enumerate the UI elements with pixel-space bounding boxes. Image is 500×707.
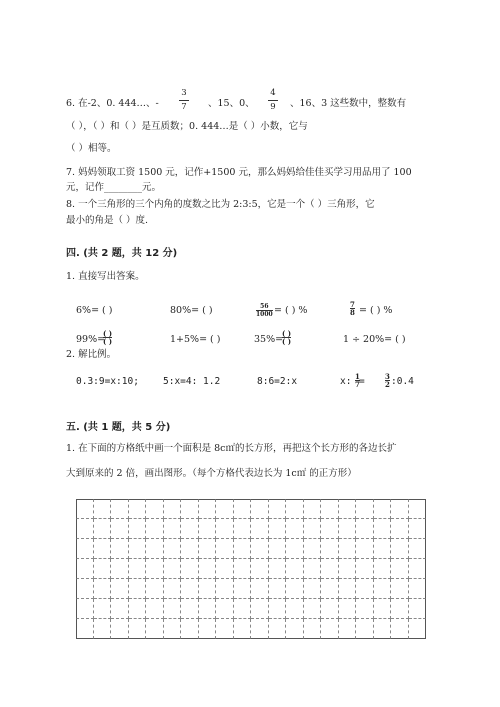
grid-cell <box>304 499 322 519</box>
q7-line1: 7. 妈妈领取工资 1500 元，记作+1500 元，那么妈妈给佳佳买学习用品用了 100 <box>66 167 412 178</box>
grid-cell <box>234 539 252 559</box>
grid-cell <box>76 499 94 519</box>
grid-cell <box>181 519 199 539</box>
grid-cell <box>391 499 409 519</box>
grid-cell <box>304 559 322 579</box>
grid-cell <box>216 499 234 519</box>
grid-cell <box>234 519 252 539</box>
grid-cell <box>111 579 129 599</box>
grid-cell <box>269 559 287 579</box>
grid-cell <box>111 619 129 639</box>
grid-cell <box>321 519 339 539</box>
grid-cell <box>94 539 112 559</box>
section-5-title: 五. (共 1 题，共 5 分) <box>66 422 171 433</box>
grid-cell <box>251 519 269 539</box>
grid-cell <box>356 619 374 639</box>
calc-item: 35%= <box>254 334 284 345</box>
proportion-item: 0.3:9=x:10; <box>76 376 139 387</box>
calc-item: = ( ) % <box>359 305 393 316</box>
grid-cell <box>129 579 147 599</box>
grid-cell <box>234 559 252 579</box>
grid-cell <box>304 599 322 619</box>
grid-cell <box>409 499 427 519</box>
grid-cell <box>286 559 304 579</box>
grid-cell <box>286 619 304 639</box>
grid-cell <box>164 619 182 639</box>
grid-cell <box>216 539 234 559</box>
grid-cell <box>181 539 199 559</box>
grid-cell <box>409 619 427 639</box>
grid-cell <box>409 559 427 579</box>
grid-cell <box>76 599 94 619</box>
sec4-q2-prompt: 2. 解比例。 <box>66 349 117 360</box>
calc-item: = ( ) % <box>274 305 308 316</box>
grid-cell <box>374 619 392 639</box>
grid-cell <box>111 559 129 579</box>
fraction-numerator: 3 <box>385 372 390 381</box>
grid-cell <box>251 559 269 579</box>
q6-line3: （ ）相等。 <box>66 143 117 154</box>
calc-fraction <box>282 330 291 345</box>
grid-cell <box>304 539 322 559</box>
grid-cell <box>129 599 147 619</box>
grid-cell <box>374 559 392 579</box>
grid-cell <box>111 499 129 519</box>
q6-line2: （ ），（ ）和（ ）是互质数；0. 444…是（ ）小数，它与 <box>66 121 308 132</box>
grid-cell <box>374 519 392 539</box>
grid-cell <box>269 599 287 619</box>
grid-cell <box>269 539 287 559</box>
grid-cell <box>391 539 409 559</box>
grid-cell <box>94 519 112 539</box>
grid-cell <box>304 619 322 639</box>
grid-cell <box>286 519 304 539</box>
grid-cell <box>94 579 112 599</box>
grid-cell <box>111 539 129 559</box>
grid-cell <box>304 579 322 599</box>
proportion-item-prefix: x: <box>340 376 352 387</box>
grid-cell <box>146 539 164 559</box>
grid-cell <box>409 599 427 619</box>
grid-cell <box>129 559 147 579</box>
q6-line1-c: 、16、3 这些数中，整数有 <box>290 98 407 109</box>
q6-fraction-three-sevenths <box>179 88 189 113</box>
grid-cell <box>409 539 427 559</box>
grid-cell <box>251 499 269 519</box>
grid-cell <box>199 619 217 639</box>
grid-cell <box>391 519 409 539</box>
fraction-bar <box>268 100 278 101</box>
grid-cell <box>339 519 357 539</box>
fraction-denominator: 8 <box>350 308 355 317</box>
calc-item: 6%= ( ) <box>76 305 113 316</box>
grid-cell <box>391 579 409 599</box>
grid-cell <box>286 539 304 559</box>
grid-cell <box>164 559 182 579</box>
q8-line1: 8. 一个三角形的三个内角的度数之比为 2:3:5，它是一个（ ）三角形，它 <box>66 199 375 210</box>
grid-cell <box>94 599 112 619</box>
grid-cell <box>321 619 339 639</box>
q6-line1-a: 6. 在-2、0. 444…、- <box>66 98 159 109</box>
grid-cell <box>199 499 217 519</box>
fraction-denominator: 7 <box>355 380 360 389</box>
grid-cell <box>251 599 269 619</box>
grid-cell <box>269 619 287 639</box>
grid-cell <box>129 619 147 639</box>
grid-cell <box>146 599 164 619</box>
fraction-numerator: ( ) <box>282 329 292 338</box>
grid-cell <box>339 499 357 519</box>
fraction-denominator: 9 <box>270 102 276 112</box>
fraction-numerator: 56 <box>260 303 269 310</box>
grid-cell <box>111 519 129 539</box>
proportion-item: 5:x=4: 1.2 <box>163 376 221 387</box>
grid-cell <box>321 559 339 579</box>
grid-cell <box>374 599 392 619</box>
fraction-bar <box>179 100 189 101</box>
grid-cell <box>216 579 234 599</box>
calc-item: 1+5%= ( ) <box>170 334 221 345</box>
grid-cell <box>216 619 234 639</box>
grid-cell <box>356 539 374 559</box>
fraction-denominator: ( ) <box>103 337 113 346</box>
grid-cell <box>199 579 217 599</box>
grid-cell <box>234 619 252 639</box>
grid-cell <box>146 579 164 599</box>
grid-cell <box>391 559 409 579</box>
grid-cell <box>321 499 339 519</box>
calc-item: 99%= <box>76 334 106 345</box>
grid-cell <box>181 499 199 519</box>
grid-cell <box>251 579 269 599</box>
grid-cell <box>216 599 234 619</box>
grid-cell <box>304 519 322 539</box>
square-grid-paper <box>76 499 426 639</box>
sec4-q1-prompt: 1. 直接写出答案。 <box>66 271 145 282</box>
grid-cell <box>391 619 409 639</box>
grid-cell <box>181 619 199 639</box>
grid-cell <box>356 519 374 539</box>
fraction-numerator: 1 <box>355 372 360 381</box>
fraction-denominator: 2 <box>385 380 390 389</box>
grid-cell <box>339 539 357 559</box>
grid-cell <box>94 619 112 639</box>
grid-cell <box>374 579 392 599</box>
grid-cell <box>146 559 164 579</box>
grid-cell <box>216 559 234 579</box>
grid-cell <box>94 559 112 579</box>
grid-cell <box>391 599 409 619</box>
grid-cell <box>234 579 252 599</box>
q7-line2: 元，记作________元。 <box>66 182 162 193</box>
grid-cell <box>111 599 129 619</box>
grid-cell <box>409 519 427 539</box>
grid-cell <box>76 579 94 599</box>
grid-cell <box>164 519 182 539</box>
fraction-numerator: 4 <box>270 88 276 98</box>
grid-cell <box>76 519 94 539</box>
grid-cell <box>76 619 94 639</box>
grid-cell <box>339 579 357 599</box>
q6-line1-b: 、15、0、 <box>208 98 255 109</box>
grid-cell <box>356 559 374 579</box>
grid-cell <box>129 499 147 519</box>
calc-item: 1 ÷ 20%= ( ) <box>343 334 406 345</box>
grid-cell <box>129 519 147 539</box>
grid-cell <box>146 499 164 519</box>
grid-cell <box>321 579 339 599</box>
grid-cell <box>339 559 357 579</box>
calc-fraction <box>103 330 112 345</box>
calc-item: 80%= ( ) <box>170 305 213 316</box>
grid-cell <box>374 499 392 519</box>
grid-cell <box>286 579 304 599</box>
grid-cell <box>269 499 287 519</box>
grid-cell <box>199 559 217 579</box>
grid-cell <box>286 499 304 519</box>
grid-cell <box>269 579 287 599</box>
grid-cell <box>286 599 304 619</box>
grid-cell <box>181 559 199 579</box>
grid-cell <box>164 599 182 619</box>
grid-cell <box>356 499 374 519</box>
calc-fraction <box>256 303 273 318</box>
grid-cell <box>199 539 217 559</box>
fraction-numerator: ( ) <box>103 329 113 338</box>
grid-cell <box>199 519 217 539</box>
proportion-item-suffix: :0.4 <box>391 376 414 387</box>
grid-cell <box>181 599 199 619</box>
grid-cell <box>164 499 182 519</box>
grid-cell <box>164 539 182 559</box>
grid-cell <box>339 599 357 619</box>
section-4-title: 四. (共 2 题，共 12 分) <box>66 248 178 259</box>
grid-cell <box>409 579 427 599</box>
grid-cell <box>374 539 392 559</box>
grid-cell <box>251 619 269 639</box>
grid-cell <box>146 519 164 539</box>
grid-cell <box>76 539 94 559</box>
grid-cell <box>356 599 374 619</box>
fraction-denominator: 7 <box>181 102 187 112</box>
equals-sign: = <box>359 376 365 387</box>
grid-cell <box>146 619 164 639</box>
grid-cell <box>234 499 252 519</box>
sec5-q1-line1: 1. 在下面的方格纸中画一个面积是 8c㎡的长方形，再把这个长方形的各边长扩 <box>66 443 397 454</box>
grid-cell <box>269 519 287 539</box>
grid-cell <box>251 539 269 559</box>
grid-cell <box>199 599 217 619</box>
grid-cell <box>181 579 199 599</box>
calc-fraction <box>385 373 390 388</box>
calc-fraction <box>350 301 355 316</box>
fraction-numerator: 3 <box>181 88 187 98</box>
grid-cell <box>356 579 374 599</box>
sec5-q1-line2: 大到原来的 2 倍，画出图形。（每个方格代表边长为 1c㎡ 的正方形） <box>66 468 357 479</box>
q6-fraction-four-ninths <box>268 88 278 113</box>
fraction-denominator: ( ) <box>282 337 292 346</box>
grid-cell <box>129 539 147 559</box>
proportion-item: 8:6=2:x <box>257 376 298 387</box>
fraction-denominator: 1000 <box>256 311 273 318</box>
grid-cell <box>164 579 182 599</box>
grid-cell <box>321 539 339 559</box>
grid-cell <box>339 619 357 639</box>
fraction-numerator: 7 <box>350 300 355 309</box>
grid-cell <box>216 519 234 539</box>
grid-cell <box>76 559 94 579</box>
q8-line2: 最小的角是（ ）度. <box>66 215 149 226</box>
grid-cell <box>234 599 252 619</box>
grid-cell <box>94 499 112 519</box>
grid-cell <box>321 599 339 619</box>
